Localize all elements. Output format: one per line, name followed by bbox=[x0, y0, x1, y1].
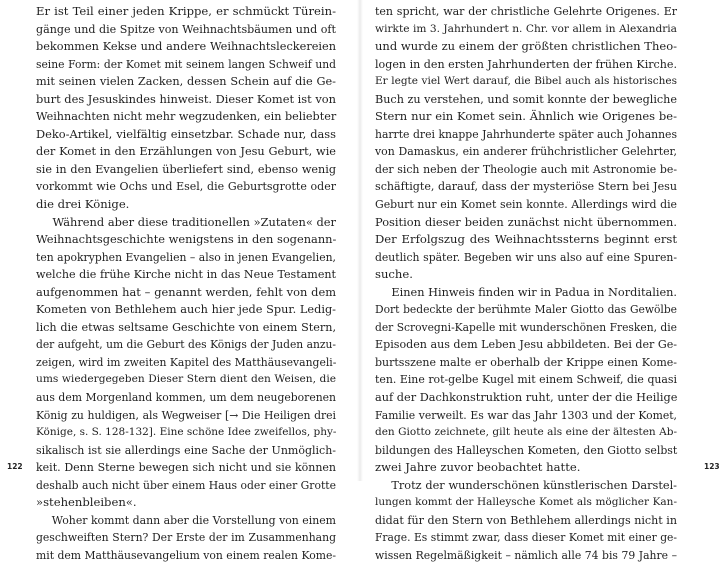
text-line: Könige, s. S. 128-132]. Eine schöne Idee zweifellos, phy- bbox=[36, 426, 337, 439]
text-line: Weihnachten nicht mehr wegzudenken, ein beliebter bbox=[36, 110, 337, 124]
text-line: Familie verweilt. Es war das Jahr 1303 und der Komet, bbox=[375, 408, 677, 422]
text-line: seine Form: der Komet mit seinem langen Schweif und bbox=[36, 57, 336, 71]
text-line: mit seinen vielen Zacken, dessen Schein auf die Ge- bbox=[36, 75, 336, 89]
text-line: suche. bbox=[375, 267, 413, 282]
text-line: Er ist Teil einer jeden Krippe, er schmückt Türein- bbox=[36, 4, 336, 18]
text-line: logen in den ersten Jahrhunderten der frühen Kirche. bbox=[375, 57, 678, 71]
text-line: Woher kommt dann aber die Vorstellung von einem bbox=[51, 513, 336, 527]
text-line: der Scrovegni-Kapelle mit wunderschönen Fresken, die bbox=[375, 320, 677, 334]
text-line: bekommen Kekse und andere Weihnachtsleckereien bbox=[36, 40, 336, 54]
text-line: Stern nur ein Komet sein. Ähnlich wie Origenes be- bbox=[375, 109, 677, 124]
text-line: ums wiedergegeben Dieser Stern dient den Weisen, die bbox=[36, 373, 336, 386]
page-number-left: 122 bbox=[7, 462, 23, 471]
text-line: König zu huldigen, als Wegweiser [→ Die Heiligen drei bbox=[36, 408, 336, 422]
text-line: der aufgeht, um die Geburt des Königs der Juden anzu- bbox=[36, 338, 336, 352]
left-page bbox=[0, 0, 360, 562]
text-line: bildungen des Halleyschen Kometen, den Giotto selbst bbox=[375, 443, 678, 457]
text-line: und wurde zu einem der größten christlichen Theo- bbox=[375, 39, 677, 54]
text-line: Dort bedeckte der berühmte Maler Giotto das Gewölbe bbox=[375, 303, 677, 317]
text-line: Einen Hinweis finden wir in Padua in Norditalien. bbox=[391, 285, 677, 299]
text-line: burt des Jesuskindes hinweist. Dieser Komet ist von bbox=[36, 91, 336, 106]
text-line: sikalisch ist sie allerdings eine Sache der Unmöglich- bbox=[36, 443, 336, 457]
text-line: den Giotto zeichnete, gilt heute als eine der ältesten Ab- bbox=[375, 426, 677, 439]
text-line: geschweiften Stern? Der Erste der im Zusammenhang bbox=[36, 531, 336, 545]
text-line: schäftigte, darauf, dass der mysteriöse Stern bei Jesu bbox=[375, 180, 677, 194]
text-line: wirkte im 3. Jahrhundert n. Chr. vor allem in Alexandria bbox=[375, 22, 677, 35]
left-text-column bbox=[36, 3, 336, 565]
text-line: wissen Regelmäßigkeit – nämlich alle 74 bis 79 Jahre – bbox=[375, 548, 677, 562]
text-line: auf der Dachkonstruktion ruht, unter der die Heilige bbox=[375, 391, 678, 405]
text-line: gänge und die Spitze von Weihnachtsbäumen und oft bbox=[36, 22, 336, 36]
text-line: vorkommt wie Ochs und Esel, die Geburtsgrotte oder bbox=[36, 180, 336, 194]
text-line: keit. Denn Sterne bewegen sich nicht und sie können bbox=[36, 461, 336, 475]
text-line: burtsszene malte er oberhalb der Krippe einen Kome- bbox=[375, 355, 677, 369]
text-line: lich die etwas seltsame Geschichte von einem Stern, bbox=[36, 320, 336, 334]
right-page bbox=[360, 0, 720, 562]
text-line: ten. Eine rot-gelbe Kugel mit einem Schweif, die quasi bbox=[375, 373, 677, 387]
text-line: Der Erfolgszug des Weihnachtssterns beginnt erst bbox=[375, 232, 677, 247]
text-line: der Komet in den Erzählungen von Jesu Geburt, wie bbox=[36, 145, 336, 159]
text-line: die drei Könige. bbox=[36, 197, 130, 212]
text-line: mit dem Matthäusevangelium von einem realen Kome- bbox=[36, 548, 336, 562]
text-line: Buch zu verstehen, und somit konnte der bewegliche bbox=[375, 92, 677, 106]
text-line: Während aber diese traditionellen »Zutaten« der bbox=[52, 214, 336, 229]
text-line: ten apokryphen Evangelien – also in jenen Evangelien, bbox=[36, 250, 336, 264]
text-line: der sich neben der Theologie auch mit Astronomie be- bbox=[375, 162, 677, 176]
text-line: Weihnachtsgeschichte wenigstens in den sogenann- bbox=[36, 232, 337, 247]
page-number-right: 123 bbox=[704, 462, 720, 471]
text-line: aus dem Morgenland kommen, um dem neugeborenen bbox=[36, 391, 336, 405]
text-line: didat für den Stern von Bethlehem allerdings nicht in bbox=[375, 513, 677, 527]
text-line: Trotz der wunderschönen künstlerischen Darstel- bbox=[391, 478, 677, 492]
text-line: aufgenommen hat – genannt werden, fehlt von dem bbox=[36, 284, 336, 299]
text-line: Deko-Artikel, vielfältig einsetzbar. Schade nur, dass bbox=[36, 126, 336, 141]
text-line: ten spricht, war der christliche Gelehrte Origenes. Er bbox=[375, 5, 677, 18]
text-line: Kometen von Bethlehem auch hier jede Spur. Ledig- bbox=[36, 303, 336, 317]
text-line: harrte drei knappe Jahrhunderte später auch Johannes bbox=[375, 127, 677, 141]
text-line: zeigen, wird im zweiten Kapitel des Matthäusevangeli- bbox=[36, 355, 337, 369]
text-line: Episoden aus dem Leben Jesu abbildeten. Bei der Ge- bbox=[375, 338, 678, 352]
text-line: Er legte viel Wert darauf, die Bibel auch als historisches bbox=[375, 75, 677, 88]
text-line: welche die frühe Kirche nicht in das Neue Testament bbox=[36, 268, 336, 282]
right-text-column bbox=[375, 3, 677, 565]
text-line: Geburt nur ein Komet sein konnte. Allerdings wird die bbox=[375, 198, 677, 212]
text-line: sie in den Evangelien überliefert sind, ebenso wenig bbox=[36, 162, 336, 176]
text-line: Frage. Es stimmt zwar, dass dieser Komet mit einer ge- bbox=[375, 531, 677, 545]
text-line: Position dieser beiden zunächst nicht übernommen. bbox=[375, 214, 677, 229]
text-line: »stehenbleiben«. bbox=[36, 495, 137, 510]
text-line: deutlich später. Begeben wir uns also auf eine Spuren- bbox=[375, 250, 677, 264]
text-line: von Damaskus, ein anderer frühchristlicher Gelehrter, bbox=[375, 145, 677, 159]
text-line: deshalb auch nicht über einem Haus oder einer Grotte bbox=[36, 478, 337, 492]
text-line: lungen kommt der Halleysche Komet als möglicher Kan- bbox=[375, 496, 677, 509]
text-line: zwei Jahre zuvor beobachtet hatte. bbox=[375, 460, 581, 475]
